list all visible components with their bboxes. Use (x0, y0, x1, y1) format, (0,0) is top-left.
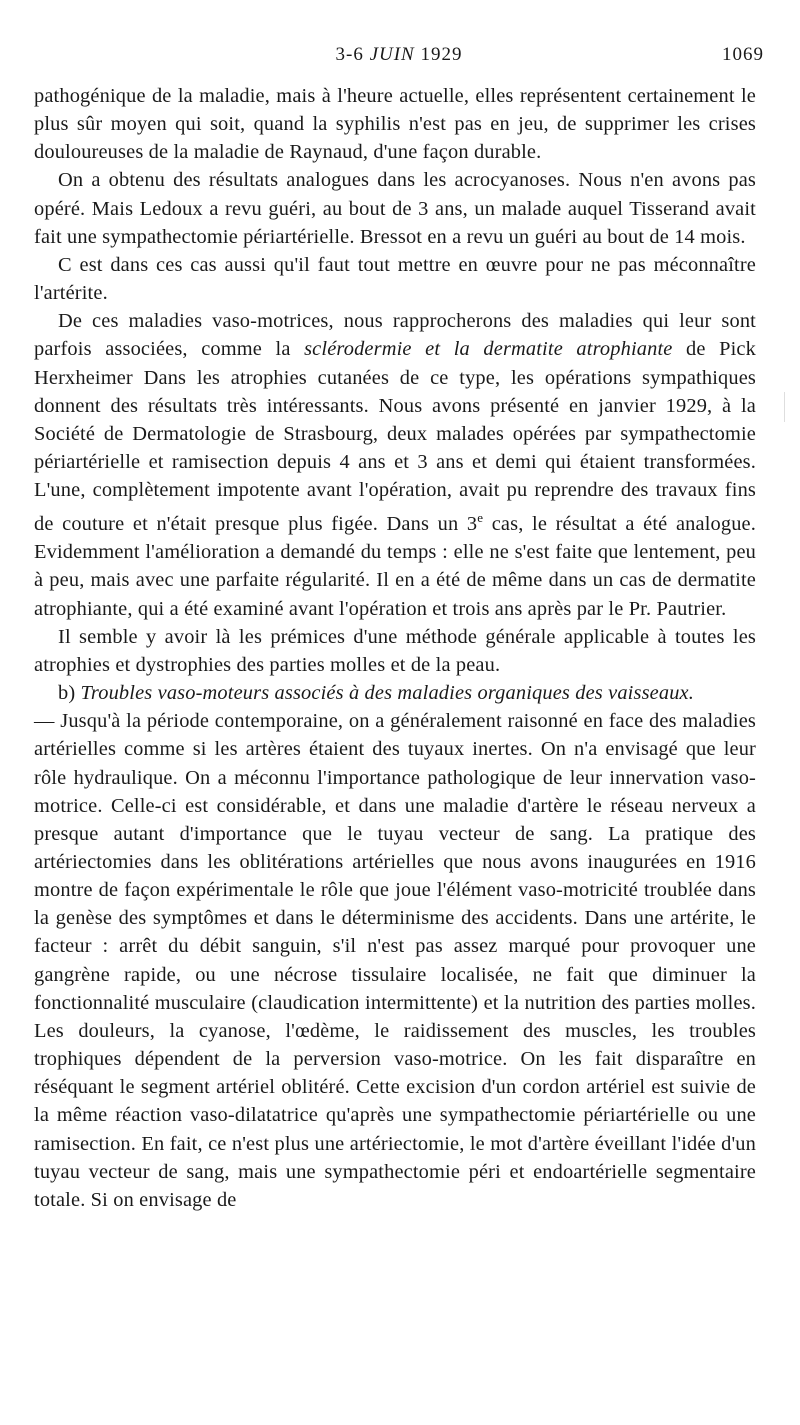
paragraph-7: — Jusqu'à la période contemporaine, on a généralement raisonné en face des maladies artérielles comme si les artères étaient des tuyaux inertes. On n'a envisagé que leur rôle hydraulique. On a méconnu l'importance pathologique de leur innervation vaso-motrice. Celle-ci est considérable, et dans une maladie d'artère le réseau nerveux a presque autant d'importance que le tuyau vecteur de sang. La pratique des artériectomies dans les oblitérations artérielles que nous avons inaugurées en 1916 montre de façon expérimentale le rôle que joue l'élément vaso-motricité troublée dans la genèse des symptômes et dans le déterminisme des accidents. Dans une artérite, le facteur : arrêt du débit sanguin, s'il n'est pas assez marqué pour provoquer une gangrène rapide, ou une nécrose tissulaire localisée, ne fait que diminuer la fonctionnalité musculaire (claudication intermittente) et la nutrition des parties molles. Les douleurs, la cyanose, l'œdème, le raidissement des muscles, les troubles trophiques dépendent de la perversion vaso-motrice. On les fait disparaître en réséquant le segment artériel oblitéré. Cette excision d'un cordon artériel est suivie de la même réaction vaso-dilatatrice qu'après une sympathectomie périartérielle ou une ramisection. En fait, ce n'est plus une artériectomie, le mot d'artère éveillant l'idée d'un tuyau vecteur de sang, mais une sympathectomie péri et endoartérielle segmentaire totale. Si on envisage de (34, 710, 756, 1211)
section-heading-b: b) Troubles vaso-moteurs associés à des maladies organiques des vaisseaux. (58, 682, 694, 705)
page-header (34, 44, 764, 72)
page-number: 1069 (722, 44, 764, 65)
body-text (34, 82, 756, 1214)
paragraph-4: De ces maladies vaso-motrices, nous rapprocherons des maladies qui leur sont parfois associées, comme la sclérodermie et la dermatite atrophiante de Pick Herxheimer Dans les atrophies cutanées de ce type, les opérations sympathiques donnent des résultats très intéressants. Nous avons présenté en janvier 1929, à la Société de Dermatologie de Strasbourg, deux malades opérées par sympathectomie périartérielle et ramisection depuis 4 ans et 3 ans et demi qui étaient transformées. L'une, complètement impotente avant l'opération, avait pu reprendre des travaux fins de couture et n'était presque plus figée. Dans un 3e cas, le résultat a été analogue. Evidemment l'amélioration a demandé du temps : elle ne s'est faite que lentement, peu à peu, mais avec une parfaite régularité. Il en a été de même dans un cas de dermatite atrophiante, qui a été examiné avant l'opération et trois ans après par le Pr. Pautrier. (34, 310, 756, 620)
paragraph-3: C est dans ces cas aussi qu'il faut tout mettre en œuvre pour ne pas méconnaître l'artérite. (34, 253, 756, 305)
paragraph-1: pathogénique de la maladie, mais à l'heure actuelle, elles représentent certainement le plus sûr moyen qui soit, quand la syphilis n'est pas en jeu, de supprimer les crises douloureuses de la maladie de Raynaud, d'une façon durable. (34, 85, 756, 164)
section-title: Troubles vaso-moteurs associés à des maladies organiques des vaisseaux. (80, 682, 694, 705)
paragraph-5: Il semble y avoir là les prémices d'une méthode générale applicable à toutes les atrophies et dystrophies des parties molles et de la peau. (34, 625, 756, 676)
margin-mark (784, 392, 791, 422)
header-date: 3-6 JUIN 1929 (335, 44, 463, 65)
paragraph-2: On a obtenu des résultats analogues dans les acrocyanoses. Nous n'en avons pas opéré. Mais Ledoux a revu guéri, au bout de 3 ans, un malade auquel Tisserand avait fait une sympathectomie périartérielle. Bressot en a revu un guéri au bout de 14 mois. (34, 169, 756, 248)
disease-names-italic: sclérodermie et la dermatite atrophiante (304, 338, 673, 361)
